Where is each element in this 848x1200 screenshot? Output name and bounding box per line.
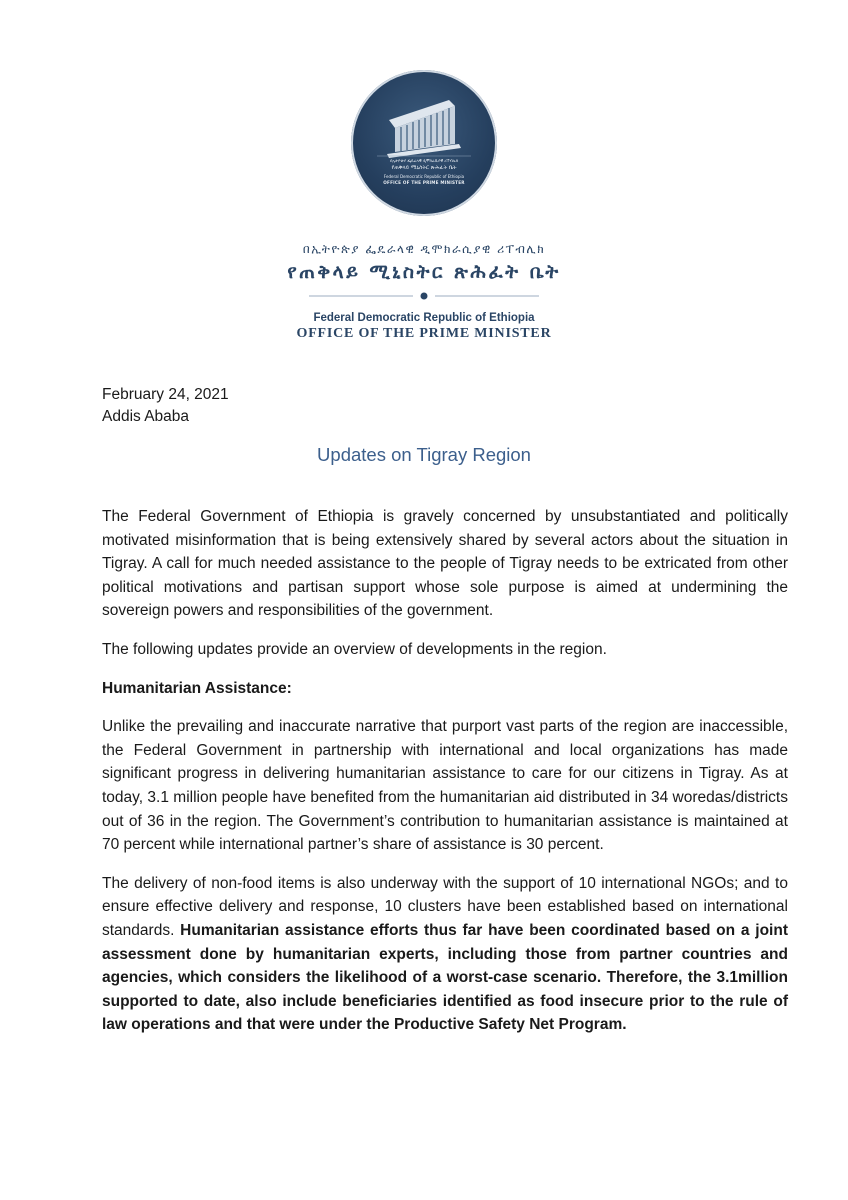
- dateline: [102, 384, 229, 428]
- paragraph-non-food-bold: Humanitarian assistance efforts thus far have been coordinated based on a joint assessment done by humanitarian experts, including those from partner countries and agencies, which considers the likelihood of a worst-case scenario. Therefore, the 3.1million supported to date, also include beneficiaries identified as food insecure prior to the rule of law operations and that were under the Productive Safety Net Program.: [102, 921, 788, 1034]
- divider-ornament-icon: [309, 289, 539, 303]
- seal-english-line2: OFFICE OF THE PRIME MINISTER: [383, 180, 465, 185]
- section-heading-humanitarian: Humanitarian Assistance:: [102, 679, 292, 697]
- document-body: [102, 505, 788, 1052]
- paragraph-intro: The Federal Government of Ethiopia is gravely concerned by unsubstantiated and politically motivated misinformation that is being extensively shared by several actors about the situation in Tigray. A call for much needed assistance to the people of Tigray needs to be extricated from other political motivations and partisan support whose sole purpose is aimed at undermining the sovereign powers and responsibilities of the government.: [102, 508, 788, 620]
- paragraph-humanitarian-progress: Unlike the prevailing and inaccurate narrative that purport vast parts of the region are inaccessible, the Federal Government in partnership with international and local organizations has made significant progress in delivering humanitarian assistance to care for our citizens in Tigray. As at today, 3.1 million people have benefited from the humanitarian aid distributed in 34 woredas/districts out of 36 in the region. The Government’s contribution to humanitarian assistance is maintained at 70 percent while international partner’s share of assistance is 30 percent.: [102, 718, 788, 854]
- amharic-federal-name: በኢትዮጵያ ፌዴራላዊ ዲሞክራሲያዊ ሪፐብሊክ: [302, 242, 546, 256]
- seal-amharic-line2: የጠቅላይ ሚኒስትር ጽሕፈት ቤት: [391, 165, 457, 171]
- building-emblem-icon: [351, 70, 497, 216]
- document-date: February 24, 2021: [102, 386, 229, 403]
- paragraph-overview: The following updates provide an overview of developments in the region.: [102, 640, 607, 658]
- english-federal-name: Federal Democratic Republic of Ethiopia: [313, 312, 535, 324]
- document-title: Updates on Tigray Region: [317, 444, 531, 465]
- paragraph-non-food-normal: The delivery of non-food items is also underway with the support of 10 international NGOs; and to ensure effective delivery and response, 10 clusters have been established based on international standards.: [102, 874, 788, 939]
- office-seal-logo: [351, 70, 497, 216]
- document-place: Addis Ababa: [102, 408, 190, 425]
- seal-english-line1: Federal Democratic Republic of Ethiopia: [383, 174, 465, 179]
- letterhead: [0, 70, 848, 342]
- seal-wrapper: [0, 70, 848, 216]
- paragraph-non-food-items: [102, 872, 788, 1037]
- english-office-name: OFFICE OF THE PRIME MINISTER: [296, 326, 552, 341]
- seal-amharic-line1: በኢትዮጵያ ፌዴራላዊ ዲሞክራሲያዊ ሪፐብሊክ: [390, 158, 458, 163]
- amharic-office-name: የጠቅላይ ሚኒስትር ጽሕፈት ቤት: [287, 261, 561, 283]
